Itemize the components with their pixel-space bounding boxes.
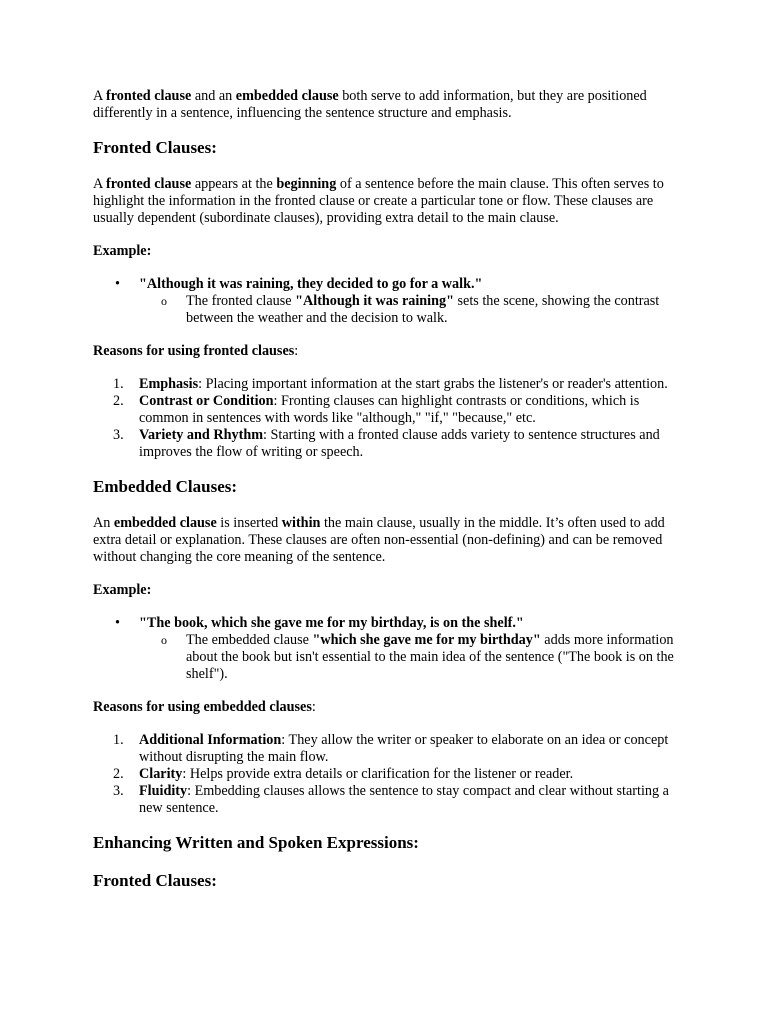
fronted-reasons-label: Reasons for using fronted clauses: bbox=[93, 343, 299, 359]
embedded-example-note: o The embedded clause "which she gave me for my birthday" adds more information about the book but isn't essential to the main idea of the sentence ("The book is on the shelf"). bbox=[161, 632, 674, 682]
list-item bbox=[93, 276, 678, 327]
list-item: 1. Emphasis: Placing important information at the start grabs the listener's or reader's attention. bbox=[113, 376, 668, 392]
list-item: 2. Clarity: Helps provide extra details or clarification for the listener or reader. bbox=[113, 766, 574, 782]
embedded-clauses-heading: Embedded Clauses: bbox=[93, 477, 238, 496]
sub-bullet-icon: o bbox=[161, 294, 167, 308]
intro-paragraph: A fronted clause and an embedded clause both serve to add information, but they are positioned differently in a sentence, influencing the sentence structure and emphasis. bbox=[93, 88, 647, 121]
embedded-example-list bbox=[93, 615, 678, 683]
bullet-icon: • bbox=[115, 276, 120, 292]
list-item: 3. Fluidity: Embedding clauses allows the sentence to stay compact and clear without starting a new sentence. bbox=[113, 783, 669, 816]
fronted-reasons-list bbox=[93, 376, 678, 461]
embedded-description: An embedded clause is inserted within the main clause, usually in the middle. It’s often used to add extra detail or explanation. These clauses are often non-essential (non-defining) and can be removed without changing the core meaning of the sentence. bbox=[93, 515, 665, 565]
list-item bbox=[93, 615, 678, 683]
list-item: 1. Additional Information: They allow the writer or speaker to elaborate on an idea or concept without disrupting the main flow. bbox=[113, 732, 669, 765]
embedded-reasons-list bbox=[93, 732, 678, 817]
bullet-icon: • bbox=[115, 615, 120, 631]
fronted-clauses-heading: Fronted Clauses: bbox=[93, 138, 217, 157]
enhancing-fronted-subheading: Fronted Clauses: bbox=[93, 871, 217, 890]
fronted-description: A fronted clause appears at the beginning of a sentence before the main clause. This often serves to highlight the information in the fronted clause or create a particular tone or flow. These clauses are usually dependent (subordinate clauses), providing extra detail to the main clause. bbox=[93, 176, 664, 226]
list-item: 3. Variety and Rhythm: Starting with a fronted clause adds variety to sentence structures and improves the flow of writing or speech. bbox=[113, 427, 660, 460]
fronted-example-quote: "Although it was raining, they decided to go for a walk." bbox=[139, 276, 483, 292]
fronted-example-list bbox=[93, 276, 678, 327]
document-page bbox=[93, 88, 678, 909]
fronted-example-label: Example: bbox=[93, 243, 152, 259]
embedded-example-label: Example: bbox=[93, 582, 152, 598]
sub-bullet-icon: o bbox=[161, 633, 167, 647]
fronted-example-note: o The fronted clause "Although it was raining" sets the scene, showing the contrast between the weather and the decision to walk. bbox=[161, 293, 660, 326]
list-item: 2. Contrast or Condition: Fronting clauses can highlight contrasts or conditions, which is common in sentences with words like "although," "if," "because," etc. bbox=[113, 393, 640, 426]
embedded-reasons-label: Reasons for using embedded clauses: bbox=[93, 699, 316, 715]
embedded-example-quote: "The book, which she gave me for my birthday, is on the shelf." bbox=[139, 615, 524, 631]
enhancing-heading: Enhancing Written and Spoken Expressions: bbox=[93, 833, 419, 852]
